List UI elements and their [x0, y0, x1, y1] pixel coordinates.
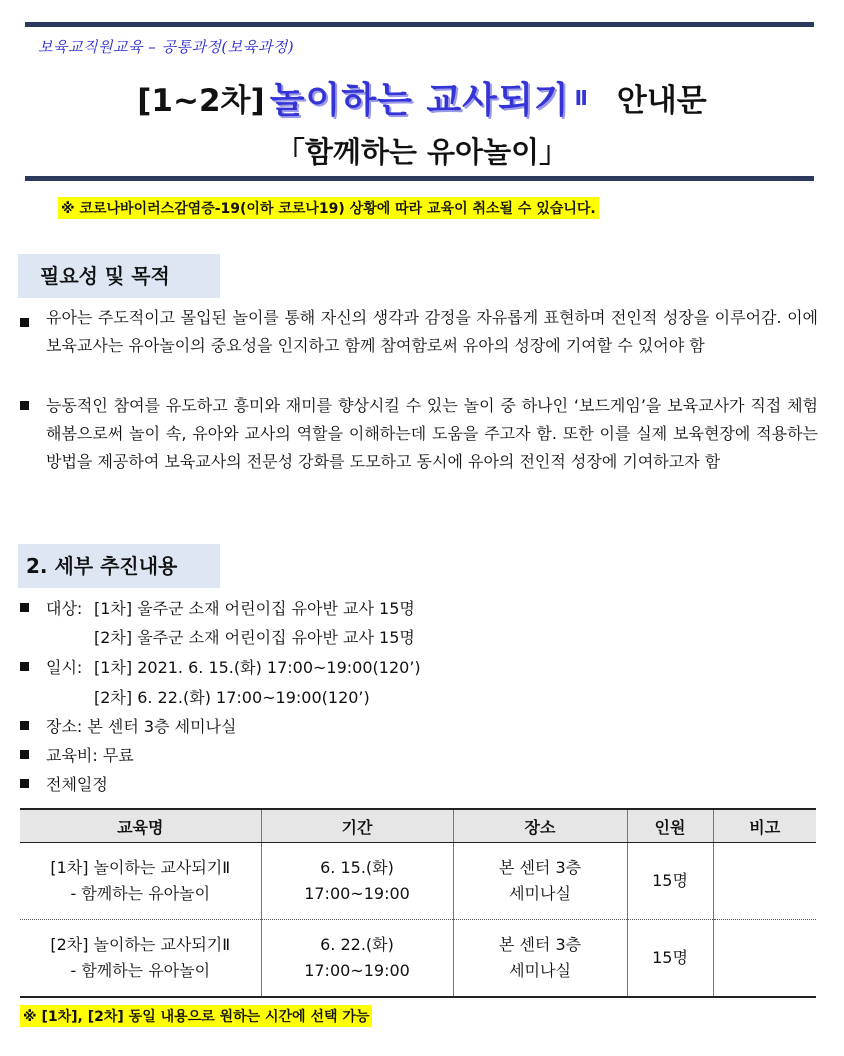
section-heading-details: 2. 세부 추진내용	[18, 544, 220, 588]
period-date: 6. 22.(화)	[320, 935, 394, 954]
course-name: [2차] 놀이하는 교사되기Ⅱ	[50, 935, 231, 954]
title-main: 놀이하는 교사되기	[269, 80, 570, 121]
cell-count: 15명	[627, 843, 713, 920]
top-rule	[25, 22, 814, 27]
period-time: 17:00~19:00	[304, 884, 410, 903]
period-time: 17:00~19:00	[304, 961, 410, 980]
selection-footnote: ※ [1차], [2차] 동일 내용으로 원하는 시간에 선택 가능	[20, 1005, 372, 1027]
course-category: 보육교직원교육 – 공통과정(보육과정)	[38, 38, 295, 56]
course-subname: - 함께하는 유아놀이	[70, 884, 211, 903]
covid-notice: ※ 코로나바이러스감염증-19(이하 코로나19) 상황에 따라 교육이 취소될 수 있습니다.	[58, 197, 599, 219]
col-header-course: 교육명	[20, 809, 261, 843]
col-header-note: 비고	[713, 809, 816, 843]
bullet-icon	[20, 721, 29, 730]
schedule-table	[20, 808, 816, 998]
place-room: 세미나실	[509, 961, 571, 980]
table-row	[20, 920, 816, 998]
cell-period	[261, 843, 453, 920]
cell-count: 15명	[627, 920, 713, 998]
target-line-2: [2차] 울주군 소재 어린이집 유아반 교사 15명	[94, 628, 415, 647]
period-date: 6. 15.(화)	[320, 858, 394, 877]
course-name: [1차] 놀이하는 교사되기Ⅱ	[50, 858, 231, 877]
date-line-2: [2차] 6. 22.(화) 17:00~19:00(120’)	[94, 688, 370, 707]
place-building: 본 센터 3층	[498, 935, 582, 954]
date-line-1: [1차] 2021. 6. 15.(화) 17:00~19:00(120’)	[94, 658, 421, 677]
date-label: 일시:	[46, 658, 83, 677]
cell-place	[453, 843, 627, 920]
table-header-row	[20, 809, 816, 843]
title-roman: Ⅱ	[574, 85, 588, 110]
schedule-label: 전체일정	[46, 775, 108, 794]
col-header-period: 기간	[261, 809, 453, 843]
cell-course	[20, 920, 261, 998]
document-subtitle: 「함께하는 유아놀이」	[275, 135, 569, 169]
bullet-icon	[20, 318, 29, 327]
course-subname: - 함께하는 유아놀이	[70, 961, 211, 980]
title-prefix: [1~2차]	[137, 83, 265, 119]
section-heading-purpose: 필요성 및 목적	[18, 254, 220, 298]
place-line: 장소: 본 센터 3층 세미나실	[46, 717, 237, 736]
cell-course	[20, 843, 261, 920]
document-title	[0, 72, 844, 123]
cell-period	[261, 920, 453, 998]
cell-place	[453, 920, 627, 998]
purpose-paragraph-1: 유아는 주도적이고 몰입된 놀이를 통해 자신의 생각과 감정을 자유롭게 표현하며 전인적 성장을 이루어감. 이에 보육교사는 유아놀이의 중요성을 인지하고 함께 참여함로써 유아의 성장에 기여할 수 있어야 함	[46, 308, 818, 355]
cell-note	[713, 843, 816, 920]
title-suffix: 안내문	[616, 83, 707, 119]
bullet-icon	[20, 779, 29, 788]
target-line-1: [1차] 울주군 소재 어린이집 유아반 교사 15명	[94, 599, 415, 618]
bullet-icon	[20, 401, 29, 410]
fee-line: 교육비: 무료	[46, 746, 134, 765]
table-row	[20, 843, 816, 920]
place-room: 세미나실	[509, 884, 571, 903]
place-building: 본 센터 3층	[498, 858, 582, 877]
bottom-rule	[25, 176, 814, 181]
bullet-icon	[20, 750, 29, 759]
bullet-icon	[20, 603, 29, 612]
bullet-icon	[20, 662, 29, 671]
col-header-place: 장소	[453, 809, 627, 843]
target-label: 대상:	[46, 599, 83, 618]
col-header-count: 인원	[627, 809, 713, 843]
purpose-paragraph-2: 능동적인 참여를 유도하고 흥미와 재미를 향상시킬 수 있는 놀이 중 하나인 ‘보드게임’을 보육교사가 직접 체험해봄으로써 놀이 속, 유아와 교사의 역할을 이해하는데 도움을 주고자 함. 또한 이를 실제 보육현장에 적용하는 방법을 제공하여 보육교사의 전문성 강화를 도모하고 동시에 유아의 전인적 성장에 기여하고자 함	[46, 396, 818, 471]
cell-note	[713, 920, 816, 998]
